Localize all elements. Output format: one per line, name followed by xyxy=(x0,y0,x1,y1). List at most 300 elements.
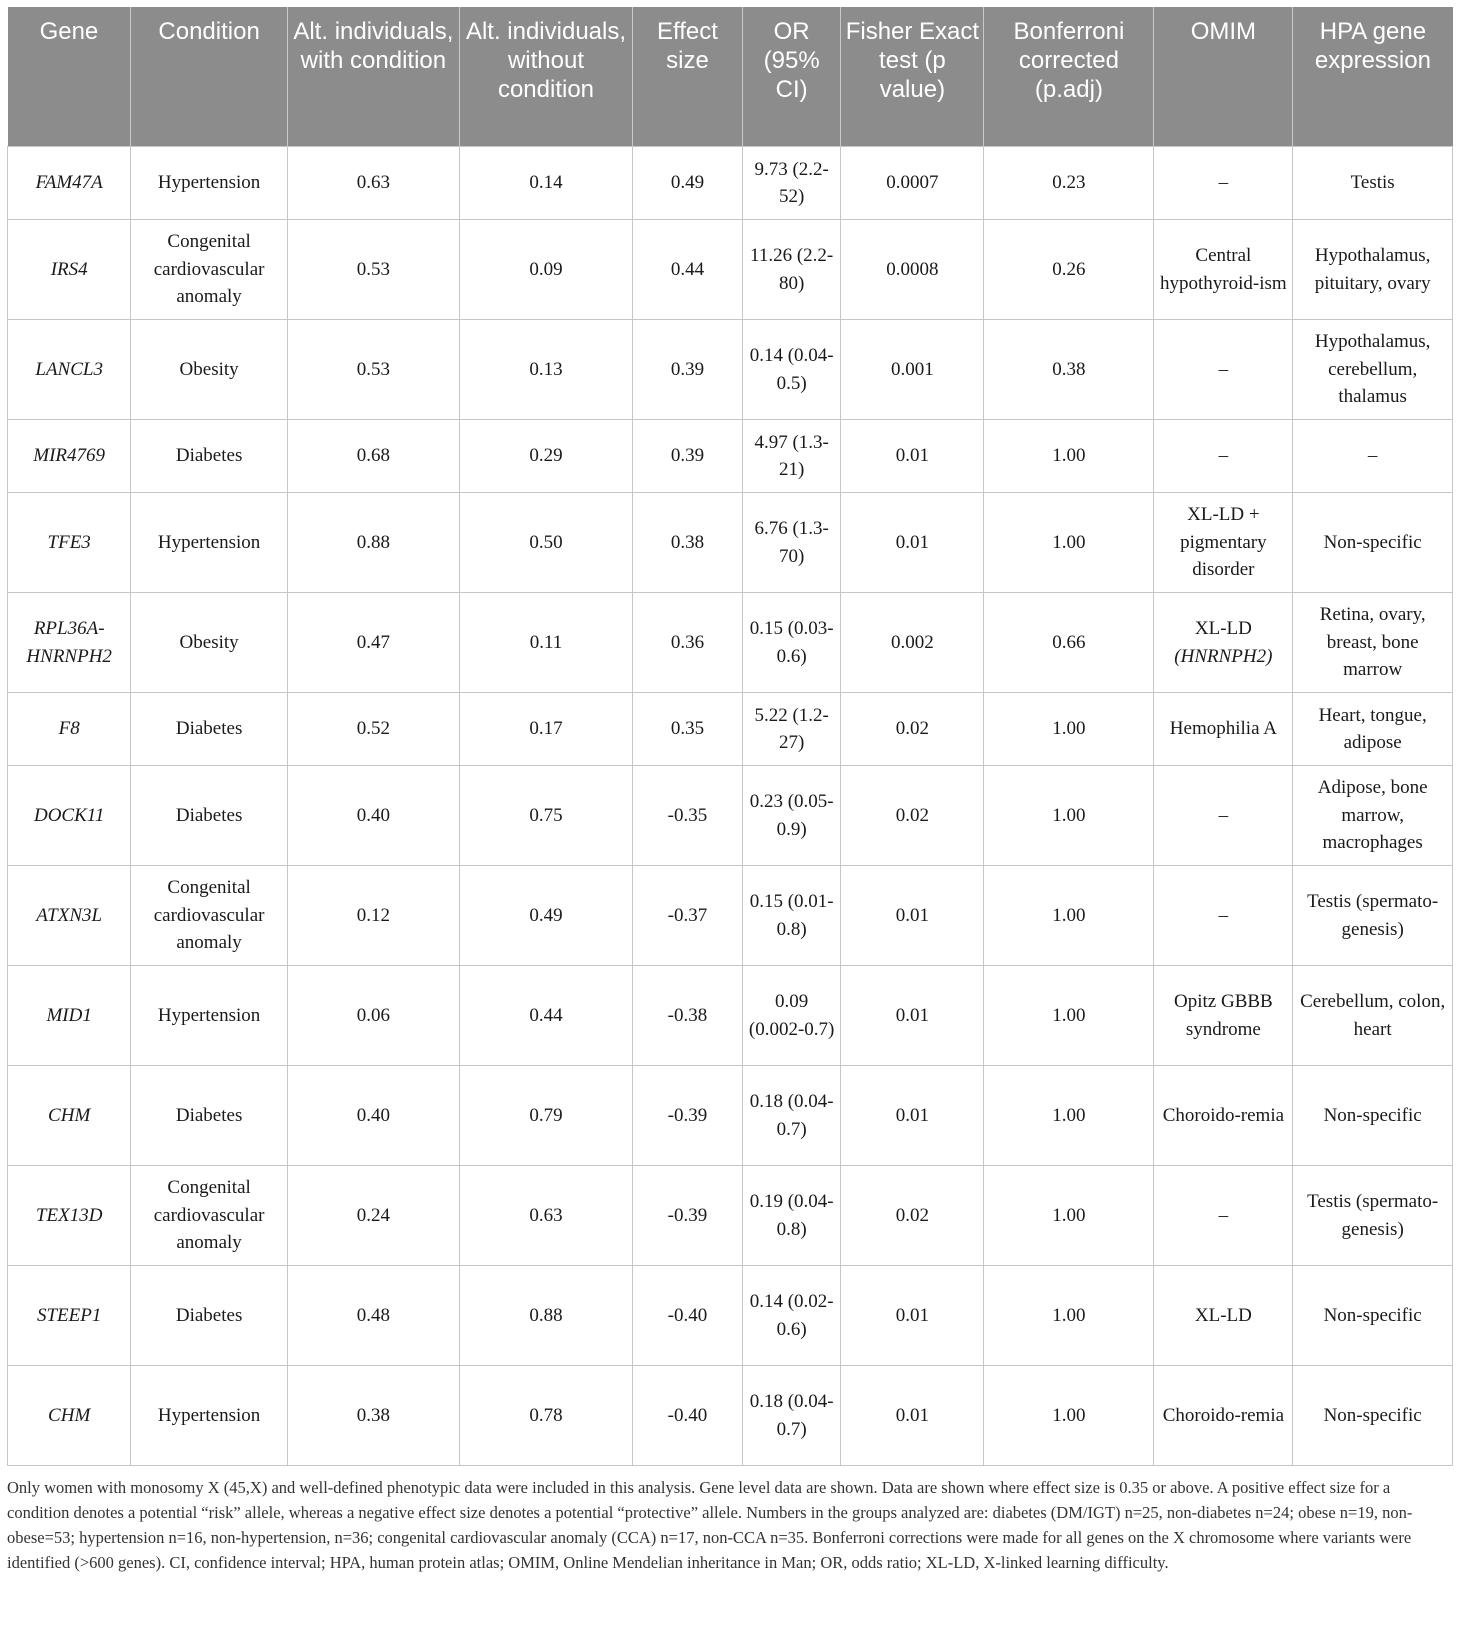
cell-effect-size xyxy=(633,1266,743,1366)
cell-bonferroni xyxy=(984,693,1154,766)
header-or-ci: OR (95% CI) xyxy=(742,7,840,147)
cell-or-ci-text: 0.14 (0.04-0.5) xyxy=(749,345,834,394)
cell-condition xyxy=(131,1366,288,1466)
cell-hpa xyxy=(1293,966,1453,1066)
cell-bonferroni-text: 1.00 xyxy=(1052,1204,1086,1226)
cell-alt-without-text: 0.13 xyxy=(529,358,563,380)
cell-effect-size-text: 0.35 xyxy=(670,718,705,740)
cell-condition-text: Congenital cardiovascular anomaly xyxy=(153,1177,265,1254)
cell-omim xyxy=(1154,147,1293,220)
cell-hpa xyxy=(1293,593,1453,693)
cell-gene xyxy=(8,766,131,866)
cell-alt-without-text: 0.63 xyxy=(529,1204,563,1226)
results-table xyxy=(7,7,1453,1466)
cell-gene xyxy=(8,320,131,420)
cell-alt-without xyxy=(459,1366,632,1466)
cell-effect-size-text: 0.49 xyxy=(670,172,705,194)
cell-bonferroni-text: 1.00 xyxy=(1052,718,1086,740)
cell-gene-text: STEEP1 xyxy=(36,1304,102,1326)
cell-hpa xyxy=(1293,866,1453,966)
header-alt-without: Alt. individuals, without condition xyxy=(459,7,632,147)
cell-omim xyxy=(1154,966,1293,1066)
cell-alt-without xyxy=(459,866,632,966)
cell-effect-size-text: 0.44 xyxy=(670,258,705,280)
cell-hpa-text: Heart, tongue, adipose xyxy=(1318,704,1427,753)
cell-gene-text: LANCL3 xyxy=(35,358,103,380)
cell-omim xyxy=(1154,693,1293,766)
cell-condition-text: Diabetes xyxy=(175,1304,243,1326)
cell-fisher xyxy=(841,766,984,866)
cell-or-ci xyxy=(742,320,840,420)
header-bonferroni: Bonferroni corrected (p.adj) xyxy=(984,7,1154,147)
cell-fisher-text: 0.02 xyxy=(895,804,930,826)
cell-condition-text: Hypertension xyxy=(157,1004,261,1026)
cell-fisher-text: 0.01 xyxy=(895,1304,930,1326)
cell-hpa xyxy=(1293,1166,1453,1266)
cell-bonferroni xyxy=(984,766,1154,866)
cell-bonferroni-text: 1.00 xyxy=(1052,1304,1086,1326)
cell-hpa xyxy=(1293,320,1453,420)
cell-omim xyxy=(1154,320,1293,420)
table-body xyxy=(8,147,1453,1466)
cell-gene xyxy=(8,1166,131,1266)
cell-bonferroni-text: 1.00 xyxy=(1052,904,1086,926)
cell-effect-size xyxy=(633,1166,743,1266)
table-row xyxy=(8,593,1453,693)
cell-fisher xyxy=(841,1066,984,1166)
cell-alt-with xyxy=(287,147,459,220)
cell-or-ci-text: 0.18 (0.04-0.7) xyxy=(749,1391,834,1440)
cell-condition xyxy=(131,1066,288,1166)
cell-effect-size xyxy=(633,493,743,593)
cell-or-ci-text: 0.15 (0.01-0.8) xyxy=(749,891,834,940)
cell-hpa xyxy=(1293,693,1453,766)
cell-condition xyxy=(131,493,288,593)
cell-alt-with xyxy=(287,420,459,493)
table-row xyxy=(8,1066,1453,1166)
cell-bonferroni xyxy=(984,220,1154,320)
cell-fisher-text: 0.01 xyxy=(895,1404,930,1426)
cell-bonferroni-text: 0.23 xyxy=(1052,172,1086,194)
cell-fisher xyxy=(841,1366,984,1466)
cell-gene xyxy=(8,147,131,220)
cell-alt-with xyxy=(287,320,459,420)
cell-bonferroni-text: 1.00 xyxy=(1052,445,1086,467)
cell-alt-without-text: 0.79 xyxy=(529,1104,563,1126)
cell-alt-with-text: 0.88 xyxy=(356,531,391,553)
cell-condition xyxy=(131,320,288,420)
header-hpa: HPA gene expression xyxy=(1293,7,1453,147)
cell-or-ci xyxy=(742,493,840,593)
cell-omim-text: Choroido-remia xyxy=(1162,1404,1285,1426)
table-row xyxy=(8,220,1453,320)
cell-bonferroni-text: 1.00 xyxy=(1052,1104,1086,1126)
cell-bonferroni xyxy=(984,493,1154,593)
cell-omim-text: – xyxy=(1218,1204,1229,1226)
cell-effect-size xyxy=(633,966,743,1066)
header-condition: Condition xyxy=(131,7,288,147)
cell-omim xyxy=(1154,493,1293,593)
cell-omim xyxy=(1154,593,1293,693)
cell-fisher xyxy=(841,220,984,320)
cell-bonferroni-text: 1.00 xyxy=(1052,804,1086,826)
cell-alt-with xyxy=(287,1366,459,1466)
cell-effect-size xyxy=(633,766,743,866)
table-row xyxy=(8,966,1453,1066)
cell-fisher xyxy=(841,147,984,220)
header-fisher: Fisher Exact test (p value) xyxy=(841,7,984,147)
cell-bonferroni xyxy=(984,320,1154,420)
cell-condition-text: Diabetes xyxy=(175,1104,243,1126)
cell-gene-text: TEX13D xyxy=(35,1204,103,1226)
cell-gene xyxy=(8,1266,131,1366)
cell-bonferroni-text: 1.00 xyxy=(1052,1404,1086,1426)
cell-hpa xyxy=(1293,1066,1453,1166)
cell-bonferroni xyxy=(984,966,1154,1066)
cell-condition-text: Diabetes xyxy=(175,718,243,740)
cell-alt-without xyxy=(459,766,632,866)
cell-omim-text: – xyxy=(1218,804,1229,826)
cell-alt-without-text: 0.88 xyxy=(529,1304,563,1326)
cell-effect-size xyxy=(633,147,743,220)
cell-hpa xyxy=(1293,1366,1453,1466)
table-row xyxy=(8,147,1453,220)
cell-gene xyxy=(8,1366,131,1466)
cell-alt-with-text: 0.24 xyxy=(356,1204,391,1226)
cell-gene xyxy=(8,420,131,493)
cell-gene xyxy=(8,493,131,593)
cell-condition-text: Congenital cardiovascular anomaly xyxy=(153,231,265,308)
cell-hpa-text: Testis (spermato-genesis) xyxy=(1307,891,1439,940)
cell-effect-size xyxy=(633,693,743,766)
cell-fisher xyxy=(841,493,984,593)
cell-effect-size-text: -0.39 xyxy=(667,1204,708,1226)
cell-bonferroni-text: 0.26 xyxy=(1052,258,1086,280)
cell-fisher xyxy=(841,966,984,1066)
cell-or-ci-text: 11.26 (2.2-80) xyxy=(750,245,834,294)
cell-gene xyxy=(8,1066,131,1166)
cell-or-ci xyxy=(742,593,840,693)
cell-gene-text: RPL36A-HNRNPH2 xyxy=(26,618,112,667)
cell-effect-size xyxy=(633,1366,743,1466)
cell-alt-with-text: 0.12 xyxy=(356,904,391,926)
cell-condition-text: Obesity xyxy=(179,358,239,380)
cell-hpa-text: Adipose, bone marrow, macrophages xyxy=(1317,777,1428,854)
cell-effect-size xyxy=(633,866,743,966)
cell-bonferroni xyxy=(984,1066,1154,1166)
cell-alt-without xyxy=(459,1066,632,1166)
cell-condition xyxy=(131,220,288,320)
cell-omim xyxy=(1154,766,1293,866)
cell-omim xyxy=(1154,220,1293,320)
table-row xyxy=(8,1366,1453,1466)
cell-bonferroni xyxy=(984,1366,1154,1466)
cell-condition xyxy=(131,593,288,693)
cell-or-ci xyxy=(742,1366,840,1466)
cell-effect-size-text: 0.39 xyxy=(670,445,705,467)
cell-fisher xyxy=(841,593,984,693)
cell-fisher-text: 0.01 xyxy=(895,445,930,467)
cell-effect-size-text: -0.38 xyxy=(667,1004,708,1026)
cell-effect-size-text: -0.39 xyxy=(667,1104,708,1126)
cell-alt-with xyxy=(287,493,459,593)
cell-omim xyxy=(1154,1066,1293,1166)
cell-effect-size-text: 0.39 xyxy=(670,358,705,380)
cell-alt-with xyxy=(287,220,459,320)
cell-hpa xyxy=(1293,766,1453,866)
cell-hpa-text: Non-specific xyxy=(1323,1404,1422,1426)
cell-condition-text: Hypertension xyxy=(157,531,261,553)
cell-alt-with-text: 0.53 xyxy=(356,258,391,280)
cell-condition xyxy=(131,420,288,493)
cell-gene xyxy=(8,966,131,1066)
cell-hpa-text: Retina, ovary, breast, bone marrow xyxy=(1319,604,1426,681)
cell-omim xyxy=(1154,420,1293,493)
cell-omim-text: XL-LD + pigmentary disorder xyxy=(1180,504,1267,581)
cell-or-ci xyxy=(742,766,840,866)
cell-alt-with-text: 0.40 xyxy=(356,804,391,826)
cell-bonferroni-text: 0.38 xyxy=(1052,358,1086,380)
cell-alt-with xyxy=(287,766,459,866)
cell-gene-text: TFE3 xyxy=(47,531,91,553)
cell-alt-without-text: 0.29 xyxy=(529,445,563,467)
table-row xyxy=(8,1266,1453,1366)
cell-alt-with xyxy=(287,966,459,1066)
header-effect-size: Effect size xyxy=(633,7,743,147)
cell-effect-size xyxy=(633,320,743,420)
cell-gene-text: CHM xyxy=(48,1404,91,1426)
cell-condition xyxy=(131,966,288,1066)
omim-gene-note: (HNRNPH2) xyxy=(1174,645,1273,667)
cell-or-ci xyxy=(742,1066,840,1166)
cell-gene xyxy=(8,593,131,693)
cell-omim-text: – xyxy=(1218,358,1229,380)
table-header xyxy=(8,7,1453,147)
cell-alt-without xyxy=(459,220,632,320)
cell-or-ci xyxy=(742,420,840,493)
cell-fisher xyxy=(841,320,984,420)
cell-or-ci-text: 4.97 (1.3-21) xyxy=(754,431,829,480)
cell-omim xyxy=(1154,866,1293,966)
table-row xyxy=(8,493,1453,593)
cell-omim xyxy=(1154,1266,1293,1366)
cell-fisher-text: 0.01 xyxy=(895,531,930,553)
cell-omim-text: XL-LD xyxy=(1194,618,1252,639)
cell-bonferroni-text: 0.66 xyxy=(1052,631,1086,653)
cell-gene-text: MID1 xyxy=(46,1004,92,1026)
cell-alt-with-text: 0.68 xyxy=(356,445,391,467)
cell-effect-size-text: -0.37 xyxy=(667,904,708,926)
cell-effect-size xyxy=(633,420,743,493)
cell-effect-size xyxy=(633,220,743,320)
cell-alt-with-text: 0.40 xyxy=(356,1104,391,1126)
cell-alt-with-text: 0.06 xyxy=(356,1004,391,1026)
cell-hpa xyxy=(1293,420,1453,493)
cell-alt-without-text: 0.78 xyxy=(529,1404,563,1426)
cell-or-ci-text: 0.14 (0.02-0.6) xyxy=(749,1291,834,1340)
cell-condition xyxy=(131,866,288,966)
cell-omim xyxy=(1154,1366,1293,1466)
cell-bonferroni xyxy=(984,1166,1154,1266)
cell-condition-text: Obesity xyxy=(179,631,239,653)
cell-effect-size xyxy=(633,593,743,693)
cell-alt-with-text: 0.47 xyxy=(356,631,391,653)
cell-alt-without xyxy=(459,1266,632,1366)
table-container xyxy=(7,7,1453,1575)
cell-or-ci-text: 0.18 (0.04-0.7) xyxy=(749,1091,834,1140)
cell-bonferroni xyxy=(984,866,1154,966)
cell-effect-size-text: -0.40 xyxy=(667,1304,708,1326)
cell-condition xyxy=(131,1266,288,1366)
cell-fisher-text: 0.01 xyxy=(895,904,930,926)
table-row xyxy=(8,420,1453,493)
table-row xyxy=(8,320,1453,420)
cell-gene-text: ATXN3L xyxy=(36,904,103,926)
cell-effect-size-text: -0.40 xyxy=(667,1404,708,1426)
cell-hpa-text: Testis xyxy=(1350,172,1395,194)
cell-hpa-text: – xyxy=(1367,445,1378,467)
cell-gene xyxy=(8,220,131,320)
table-row xyxy=(8,866,1453,966)
cell-or-ci-text: 9.73 (2.2-52) xyxy=(754,158,829,207)
cell-alt-without-text: 0.17 xyxy=(529,718,563,740)
cell-alt-with xyxy=(287,593,459,693)
cell-hpa xyxy=(1293,220,1453,320)
cell-alt-without-text: 0.09 xyxy=(529,258,563,280)
cell-gene-text: F8 xyxy=(58,718,80,740)
cell-fisher-text: 0.01 xyxy=(895,1104,930,1126)
cell-gene-text: CHM xyxy=(48,1104,91,1126)
cell-fisher-text: 0.001 xyxy=(891,358,934,380)
cell-alt-with-text: 0.48 xyxy=(356,1304,391,1326)
cell-omim-text: Choroido-remia xyxy=(1162,1104,1285,1126)
header-row xyxy=(8,7,1453,147)
cell-effect-size-text: 0.36 xyxy=(670,631,705,653)
cell-bonferroni xyxy=(984,1266,1154,1366)
cell-gene-text: MIR4769 xyxy=(33,445,106,467)
cell-or-ci-text: 0.15 (0.03-0.6) xyxy=(749,618,834,667)
cell-gene-text: DOCK11 xyxy=(33,804,105,826)
cell-or-ci-text: 0.19 (0.04-0.8) xyxy=(749,1191,834,1240)
table-row xyxy=(8,766,1453,866)
cell-fisher-text: 0.0007 xyxy=(886,172,939,194)
table-footnote: Only women with monosomy X (45,X) and well-defined phenotypic data were included in this analysis. Gene level data are shown. Data are shown where effect size is 0.35 or above. A positive effect size for a condition denotes a potential “risk” allele, whereas a negative effect size denotes a potential “protective” allele. Numbers in the groups analyzed are: diabetes (DM/IGT) n=25, non-diabetes n=24; obese n=19, non-obese=53; hypertension n=16, non-hypertension, n=36; congenital cardiovascular anomaly (CCA) n=17, non-CCA n=35. Bonferroni corrections were made for all genes on the X chromosome where variants were identified (>600 genes). CI, confidence interval; HPA, human protein atlas; OMIM, Online Mendelian inheritance in Man; OR, odds ratio; XL-LD, X-linked learning difficulty. xyxy=(7,1478,1413,1572)
cell-hpa-text: Hypothalamus, pituitary, ovary xyxy=(1314,245,1431,294)
cell-fisher xyxy=(841,866,984,966)
cell-fisher xyxy=(841,1166,984,1266)
cell-condition-text: Hypertension xyxy=(157,1404,261,1426)
cell-bonferroni-text: 1.00 xyxy=(1052,531,1086,553)
cell-effect-size-text: 0.38 xyxy=(670,531,705,553)
cell-or-ci xyxy=(742,1166,840,1266)
cell-omim-text: – xyxy=(1218,445,1229,467)
cell-gene-text: IRS4 xyxy=(50,258,88,280)
cell-hpa-text: Testis (spermato-genesis) xyxy=(1307,1191,1439,1240)
cell-alt-with-text: 0.63 xyxy=(356,172,391,194)
header-alt-with: Alt. individuals, with condition xyxy=(287,7,459,147)
cell-alt-without-text: 0.49 xyxy=(529,904,563,926)
cell-effect-size-text: -0.35 xyxy=(667,804,708,826)
cell-fisher-text: 0.02 xyxy=(895,1204,930,1226)
cell-or-ci xyxy=(742,220,840,320)
cell-omim-text: XL-LD xyxy=(1194,1304,1252,1326)
cell-condition-text: Congenital cardiovascular anomaly xyxy=(153,877,265,954)
cell-alt-without xyxy=(459,966,632,1066)
cell-effect-size xyxy=(633,1066,743,1166)
cell-or-ci xyxy=(742,866,840,966)
table-row xyxy=(8,693,1453,766)
header-omim: OMIM xyxy=(1154,7,1293,147)
cell-gene-text: FAM47A xyxy=(35,172,103,194)
cell-hpa xyxy=(1293,493,1453,593)
cell-condition-text: Diabetes xyxy=(175,445,243,467)
cell-condition xyxy=(131,147,288,220)
cell-or-ci xyxy=(742,147,840,220)
cell-alt-without xyxy=(459,593,632,693)
cell-hpa-text: Non-specific xyxy=(1323,1304,1422,1326)
cell-or-ci xyxy=(742,693,840,766)
cell-alt-with xyxy=(287,1166,459,1266)
cell-alt-with xyxy=(287,693,459,766)
cell-alt-without xyxy=(459,147,632,220)
cell-fisher-text: 0.0008 xyxy=(886,258,939,280)
cell-alt-with xyxy=(287,1066,459,1166)
cell-omim-text: – xyxy=(1218,172,1229,194)
cell-fisher-text: 0.02 xyxy=(895,718,930,740)
cell-alt-without xyxy=(459,320,632,420)
cell-omim-text: Central hypothyroid-ism xyxy=(1160,245,1287,294)
cell-hpa-text: Hypothalamus, cerebellum, thalamus xyxy=(1314,331,1431,408)
cell-omim xyxy=(1154,1166,1293,1266)
cell-or-ci xyxy=(742,1266,840,1366)
cell-omim-text: Opitz GBBB syndrome xyxy=(1174,991,1273,1040)
cell-fisher xyxy=(841,693,984,766)
cell-omim-text: – xyxy=(1218,904,1229,926)
cell-alt-without-text: 0.11 xyxy=(529,631,563,653)
cell-hpa xyxy=(1293,147,1453,220)
cell-alt-with-text: 0.52 xyxy=(356,718,391,740)
cell-bonferroni xyxy=(984,420,1154,493)
cell-hpa-text: Non-specific xyxy=(1323,1104,1422,1126)
cell-alt-without-text: 0.75 xyxy=(529,804,563,826)
cell-or-ci-text: 0.09 (0.002-0.7) xyxy=(748,991,835,1040)
cell-bonferroni-text: 1.00 xyxy=(1052,1004,1086,1026)
cell-fisher xyxy=(841,420,984,493)
cell-alt-with xyxy=(287,866,459,966)
cell-hpa-text: Non-specific xyxy=(1323,531,1422,553)
cell-alt-without xyxy=(459,693,632,766)
cell-alt-with-text: 0.53 xyxy=(356,358,391,380)
cell-hpa xyxy=(1293,1266,1453,1366)
cell-fisher-text: 0.002 xyxy=(891,631,934,653)
cell-hpa-text: Cerebellum, colon, heart xyxy=(1300,991,1446,1040)
cell-alt-without xyxy=(459,420,632,493)
cell-alt-without xyxy=(459,493,632,593)
cell-or-ci xyxy=(742,966,840,1066)
cell-omim-text: Hemophilia A xyxy=(1169,718,1277,740)
cell-condition xyxy=(131,766,288,866)
cell-condition xyxy=(131,693,288,766)
cell-or-ci-text: 5.22 (1.2-27) xyxy=(754,704,829,753)
cell-bonferroni xyxy=(984,147,1154,220)
cell-condition-text: Diabetes xyxy=(175,804,243,826)
cell-gene xyxy=(8,693,131,766)
cell-alt-without-text: 0.50 xyxy=(529,531,563,553)
cell-gene xyxy=(8,866,131,966)
header-gene: Gene xyxy=(8,7,131,147)
cell-or-ci-text: 6.76 (1.3-70) xyxy=(754,518,829,567)
cell-condition xyxy=(131,1166,288,1266)
